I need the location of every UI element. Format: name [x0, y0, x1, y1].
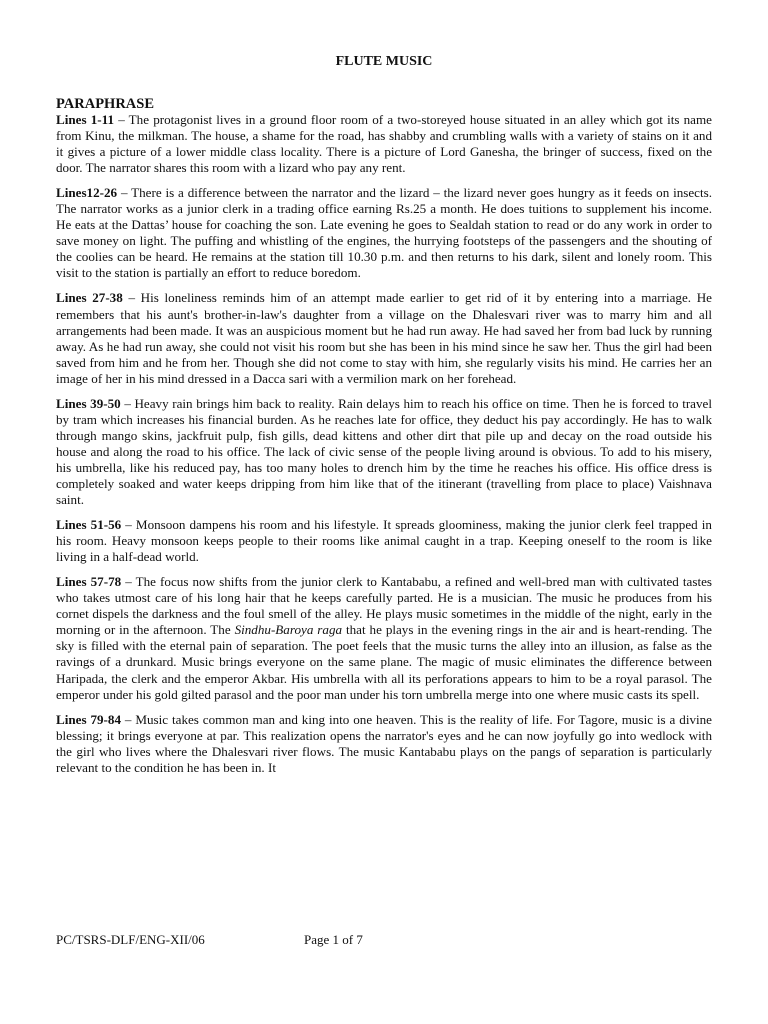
document-code: PC/TSRS-DLF/ENG-XII/06	[56, 932, 205, 947]
paragraph-lines-79-84	[56, 712, 712, 776]
paragraph-label: Lines 51-56	[56, 517, 122, 533]
raga-name: Sindhu-Baroya raga	[234, 622, 343, 638]
paragraph-lines-39-50	[56, 396, 712, 508]
paragraph-lines-27-38	[56, 290, 712, 386]
paragraph-label: Lines 27-38	[56, 290, 123, 306]
document-page	[56, 52, 712, 785]
paragraph-label: Lines 39-50	[56, 395, 121, 411]
paragraph-label: Lines 57-78	[56, 574, 122, 590]
paragraph-text: – The focus now shifts from the junior clerk to Kantababu, a refined and well-bred man with cultivated tastes who takes utmost care of his long hair that he keeps carefully parted. He is a musician. The music he produces from his cornet dispels the darkness and the foul smell of the alley. He plays music sometimes in the middle of the night, early in the morning or in the afternoon. The	[56, 574, 712, 638]
paragraph-lines-57-78	[56, 574, 712, 702]
section-heading: PARAPHRASE	[56, 96, 155, 112]
paragraph-label: Lines 79-84	[56, 711, 122, 727]
paragraph-text: – The protagonist lives in a ground floor room of a two-storeyed house situated in an alley which got its name from Kinu, the milkman. The house, a shame for the road, has shabby and crumbling walls with a variety of stains on it and it gives a picture of a lower middle class locality. There is a picture of Lord Ganesha, the bringer of success, fixed on the door. The narrator shares this room with a lizard who pay any rent.	[56, 112, 712, 176]
paragraph-text: – Heavy rain brings him back to reality. Rain delays him to reach his office on time. Then he is forced to travel by tram which increases his financial burden. As he reaches late for office, they deduct his pay accordingly. He has to walk through mango skins, jackfruit pulp, fish gills, dead kittens and other dirt that pile up and decay on the road outside his house and along the road to his office. The lack of civic sense of the people living around is obvious. To add to his misery, his umbrella, like his reduced pay, has too many holes to drench him by the time he reaches his office. His office dress is completely soaked and water keeps dripping from him like that of the itinerant (travelling from place to place) Vaishnava saint.	[56, 395, 712, 508]
page-number: Page 1 of 7	[304, 932, 363, 947]
paragraph-label: Lines 1-11	[56, 112, 115, 127]
paragraph-text: – His loneliness reminds him of an attempt made earlier to get rid of it by entering into a marriage. He remembers that his aunt's brother-in-law's daughter from a village on the Dhalesvari river was to marry him and all arrangements had been made. It was an auspicious moment but he had run away. He had saved her from bad luck by running away. As he had run away, she could not visit his room but she has been in his mind since he saw her. Thus the girl had been saved from him and he from her. Though she did not come to stay with him, she regularly visits his mind. He carries her an image of her in his mind dressed in a Dacca sari with a vermilion mark on her forehead.	[56, 290, 712, 386]
paragraph-text: – Monsoon dampens his room and his lifestyle. It spreads gloominess, making the junior clerk feel trapped in his room. Heavy monsoon keeps people to their rooms like animal caught in a trap. Keeping oneself to the room is like living in a half-dead world.	[56, 517, 712, 565]
paragraph-lines-1-11	[56, 112, 712, 176]
paragraph-text: that he plays in the evening rings in the air and is heart-rending. The sky is filled with the eternal pain of separation. The poet feels that the music turns the alley into an illusion, as false as the ravings of a drunkard. Music brings everyone on the same plane. The magic of music eliminates the difference between Haripada, the clerk and the emperor Akbar. His umbrella with all its perforations appears to him to be a royal parasol. The emperor under his gold gilted parasol and the poor man under his torn umbrella merge into one where music casts its spell.	[56, 622, 712, 702]
paragraph-label: Lines12-26	[56, 185, 118, 201]
paragraph-text: – Music takes common man and king into one heaven. This is the reality of life. For Tagore, music is a divine blessing; it brings everyone at par. This realization opens the narrator's eyes and he can now joyfully go into wedlock with the girl who lives where the Dhalesvari river flows. The music Kantababu plays on the pangs of separation is particularly relevant to the condition he has been in. It	[56, 711, 712, 775]
paragraph-lines-51-56	[56, 517, 712, 565]
document-title: FLUTE MUSIC	[335, 54, 433, 69]
paragraph-lines-12-26	[56, 185, 712, 281]
paragraph-text: – There is a difference between the narrator and the lizard – the lizard never goes hungry as it feeds on insects. The narrator works as a junior clerk in a trading office earning Rs.25 a month. He does tuitions to supplement his income. He eats at the Dattas’ house for coaching the son. Late evening he goes to Sealdah station to read or do any work in order to save money on light. The puffing and whistling of the engines, the hurrying footsteps of the passengers and the shouting of the coolies can be heard. He remains at the station till 10.30 p.m. and then returns to his dark, silent and lonely room. This visit to the station is partially an effort to reduce boredom.	[56, 185, 712, 281]
